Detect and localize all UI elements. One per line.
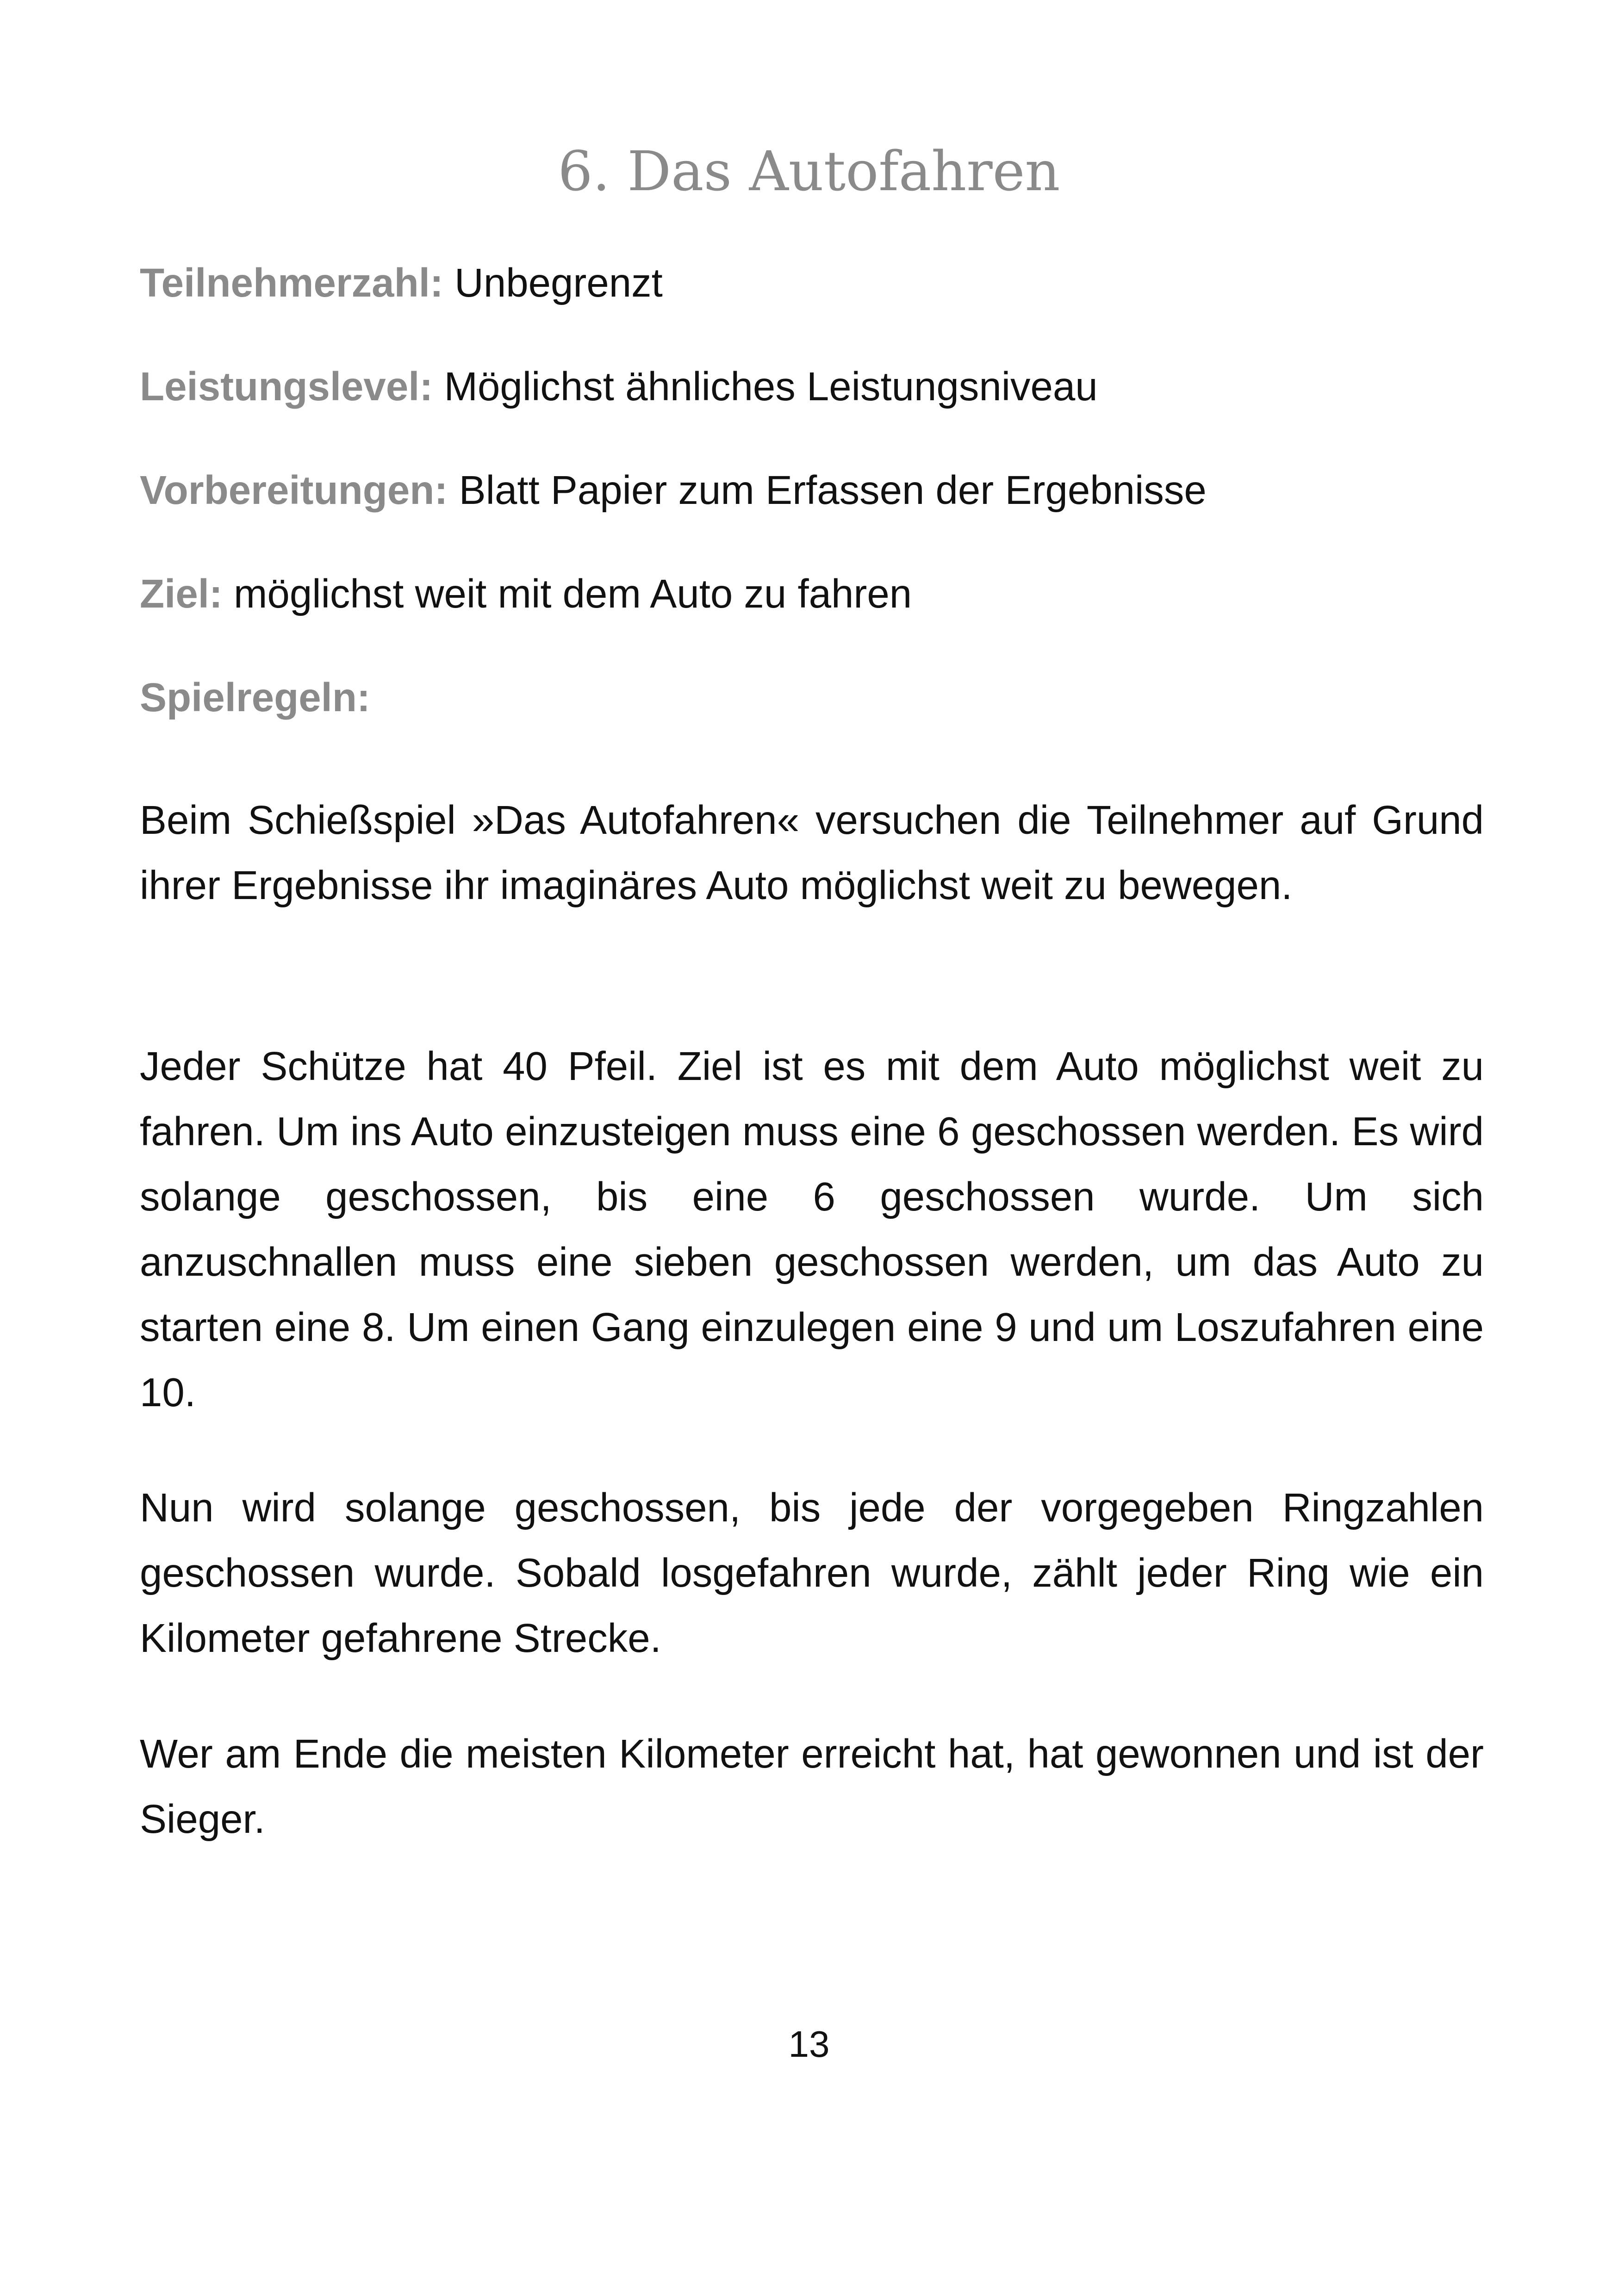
paragraph-winner: Wer am Ende die meisten Kilometer erreicht hat, hat gewonnen und ist der Sieger. bbox=[140, 1731, 1484, 1842]
paragraph-rules: Jeder Schütze hat 40 Pfeil. Ziel ist es mit dem Auto möglichst weit zu fahren. Um ins Auto einzusteigen muss eine 6 geschossen werden. Es wird solange geschossen, bis eine 6 geschossen wurde. Um sich anzuschnallen muss eine sieben geschossen werden, um das Auto zu starten eine 8. Um einen Gang einzulegen eine 9 und um Loszufahren eine 10. bbox=[140, 1044, 1484, 1415]
meta-value-goal: möglichst weit mit dem Auto zu fahren bbox=[234, 571, 912, 616]
meta-participants bbox=[140, 259, 1482, 307]
meta-value-preparations: Blatt Papier zum Erfassen der Ergebnisse bbox=[459, 468, 1207, 513]
page-number: 13 bbox=[788, 2023, 830, 2065]
meta-level bbox=[140, 363, 1482, 411]
meta-label-preparations: Vorbereitungen: bbox=[140, 468, 448, 513]
meta-label-rules: Spielregeln: bbox=[140, 675, 370, 720]
meta-value-participants: Unbegrenzt bbox=[454, 261, 663, 305]
meta-rules bbox=[140, 674, 1482, 722]
meta-label-goal: Ziel: bbox=[140, 571, 223, 616]
meta-value-level: Möglichst ähnliches Leistungsniveau bbox=[444, 364, 1098, 409]
meta-label-level: Leistungslevel: bbox=[140, 364, 433, 409]
meta-preparations bbox=[140, 466, 1482, 515]
page-title: 6. Das Autofahren bbox=[558, 139, 1060, 203]
meta-goal bbox=[140, 570, 1482, 618]
meta-label-participants: Teilnehmerzahl: bbox=[140, 261, 443, 305]
paragraph-distance: Nun wird solange geschossen, bis jede der vorgegeben Ringzahlen geschossen wurde. Sobald losgefahren wurde, zählt jeder Ring wie ein Kilometer gefahrene Strecke. bbox=[140, 1485, 1484, 1661]
paragraph-intro: Beim Schießspiel »Das Autofahren« versuchen die Teilnehmer auf Grund ihrer Ergebnisse ihr imaginäres Auto möglichst weit zu bewegen. bbox=[140, 798, 1484, 908]
